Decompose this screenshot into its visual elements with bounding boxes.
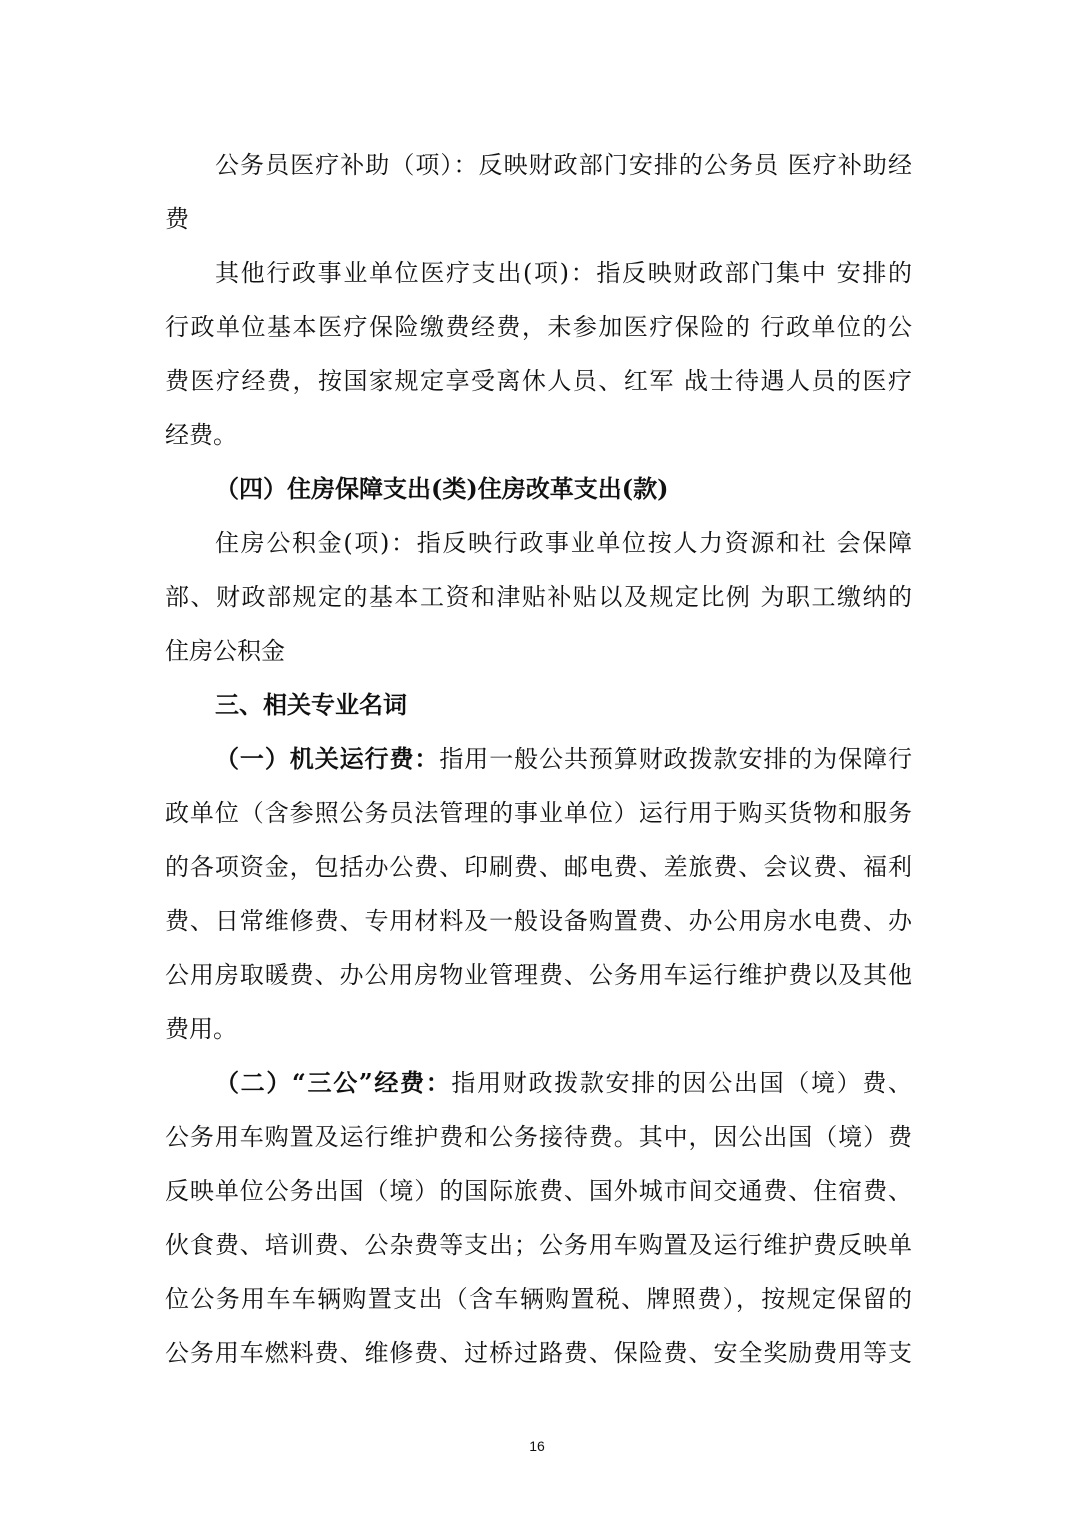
line-text: 住房公积金(项)：指反映行政事业单位按人力资源和社 会保障 [215,529,912,557]
line-text: 部、财政部规定的基本工资和津贴补贴以及规定比例 为职工缴纳的 [165,583,912,611]
line-text: 政单位（含参照公务员法管理的事业单位）运行用于购买货物和服务 [165,799,912,827]
line-text: （四）住房保障支出(类)住房改革支出(款) [215,474,669,503]
line-text: 费、日常维修费、专用材料及一般设备购置费、办公用房水电费、办 [165,907,912,935]
line-text: 公用房取暖费、办公用房物业管理费、公务用车运行维护费以及其他 [165,961,912,989]
line-text: 三、相关专业名词 [215,690,407,719]
line-text: 指用一般公共预算财政拨款安排的为保障行 [439,745,913,773]
line-text: 反映单位公务出国（境）的国际旅费、国外城市间交通费、住宿费、 [165,1177,912,1205]
page-number: 16 [529,1438,545,1454]
paragraph-line [165,1326,912,1380]
term-label: （二）“三公”经费： [215,1068,452,1097]
line-text: 其他行政事业单位医疗支出(项)：指反映财政部门集中 安排的 [215,259,912,287]
document-body [165,138,912,1380]
paragraph-line [165,1056,912,1110]
line-text: 行政单位基本医疗保险缴费经费，未参加医疗保险的 行政单位的公 [165,313,912,341]
line-text: 费医疗经费，按国家规定享受离休人员、红军 战士待遇人员的医疗 [165,367,912,395]
paragraph-line [165,192,912,246]
line-text: 伙食费、培训费、公杂费等支出；公务用车购置及运行维护费反映单 [165,1231,912,1259]
line-text: 位公务用车车辆购置支出（含车辆购置税、牌照费），按规定保留的 [165,1285,912,1313]
paragraph-line [165,408,912,462]
paragraph-line [165,354,912,408]
paragraph-line [165,246,912,300]
line-text: 的各项资金，包括办公费、印刷费、邮电费、差旅费、会议费、福利 [165,853,912,881]
paragraph-line [165,786,912,840]
line-text: 公务员医疗补助（项）：反映财政部门安排的公务员 医疗补助经 [215,151,912,179]
paragraph-line [165,1110,912,1164]
line-text: 经费。 [165,421,237,449]
paragraph-line [165,570,912,624]
line-text: 住房公积金 [165,637,285,665]
section-heading [165,678,912,732]
paragraph-line [165,624,912,678]
paragraph-line [165,1002,912,1056]
paragraph-line [165,1164,912,1218]
line-text: 指用财政拨款安排的因公出国（境）费、 [451,1069,912,1097]
paragraph-line [165,840,912,894]
term-label: （一）机关运行费： [215,744,440,773]
paragraph-line [165,1272,912,1326]
paragraph-line [165,1218,912,1272]
section-heading [165,462,912,516]
line-text: 公务用车购置及运行维护费和公务接待费。其中，因公出国（境）费 [165,1123,912,1151]
line-text: 费用。 [165,1015,237,1043]
paragraph-line [165,894,912,948]
paragraph-line [165,732,912,786]
paragraph-line [165,300,912,354]
paragraph-line [165,948,912,1002]
line-text: 公务用车燃料费、维修费、过桥过路费、保险费、安全奖励费用等支 [165,1339,912,1367]
paragraph-line [165,138,912,192]
line-text: 费 [165,205,189,233]
paragraph-line [165,516,912,570]
